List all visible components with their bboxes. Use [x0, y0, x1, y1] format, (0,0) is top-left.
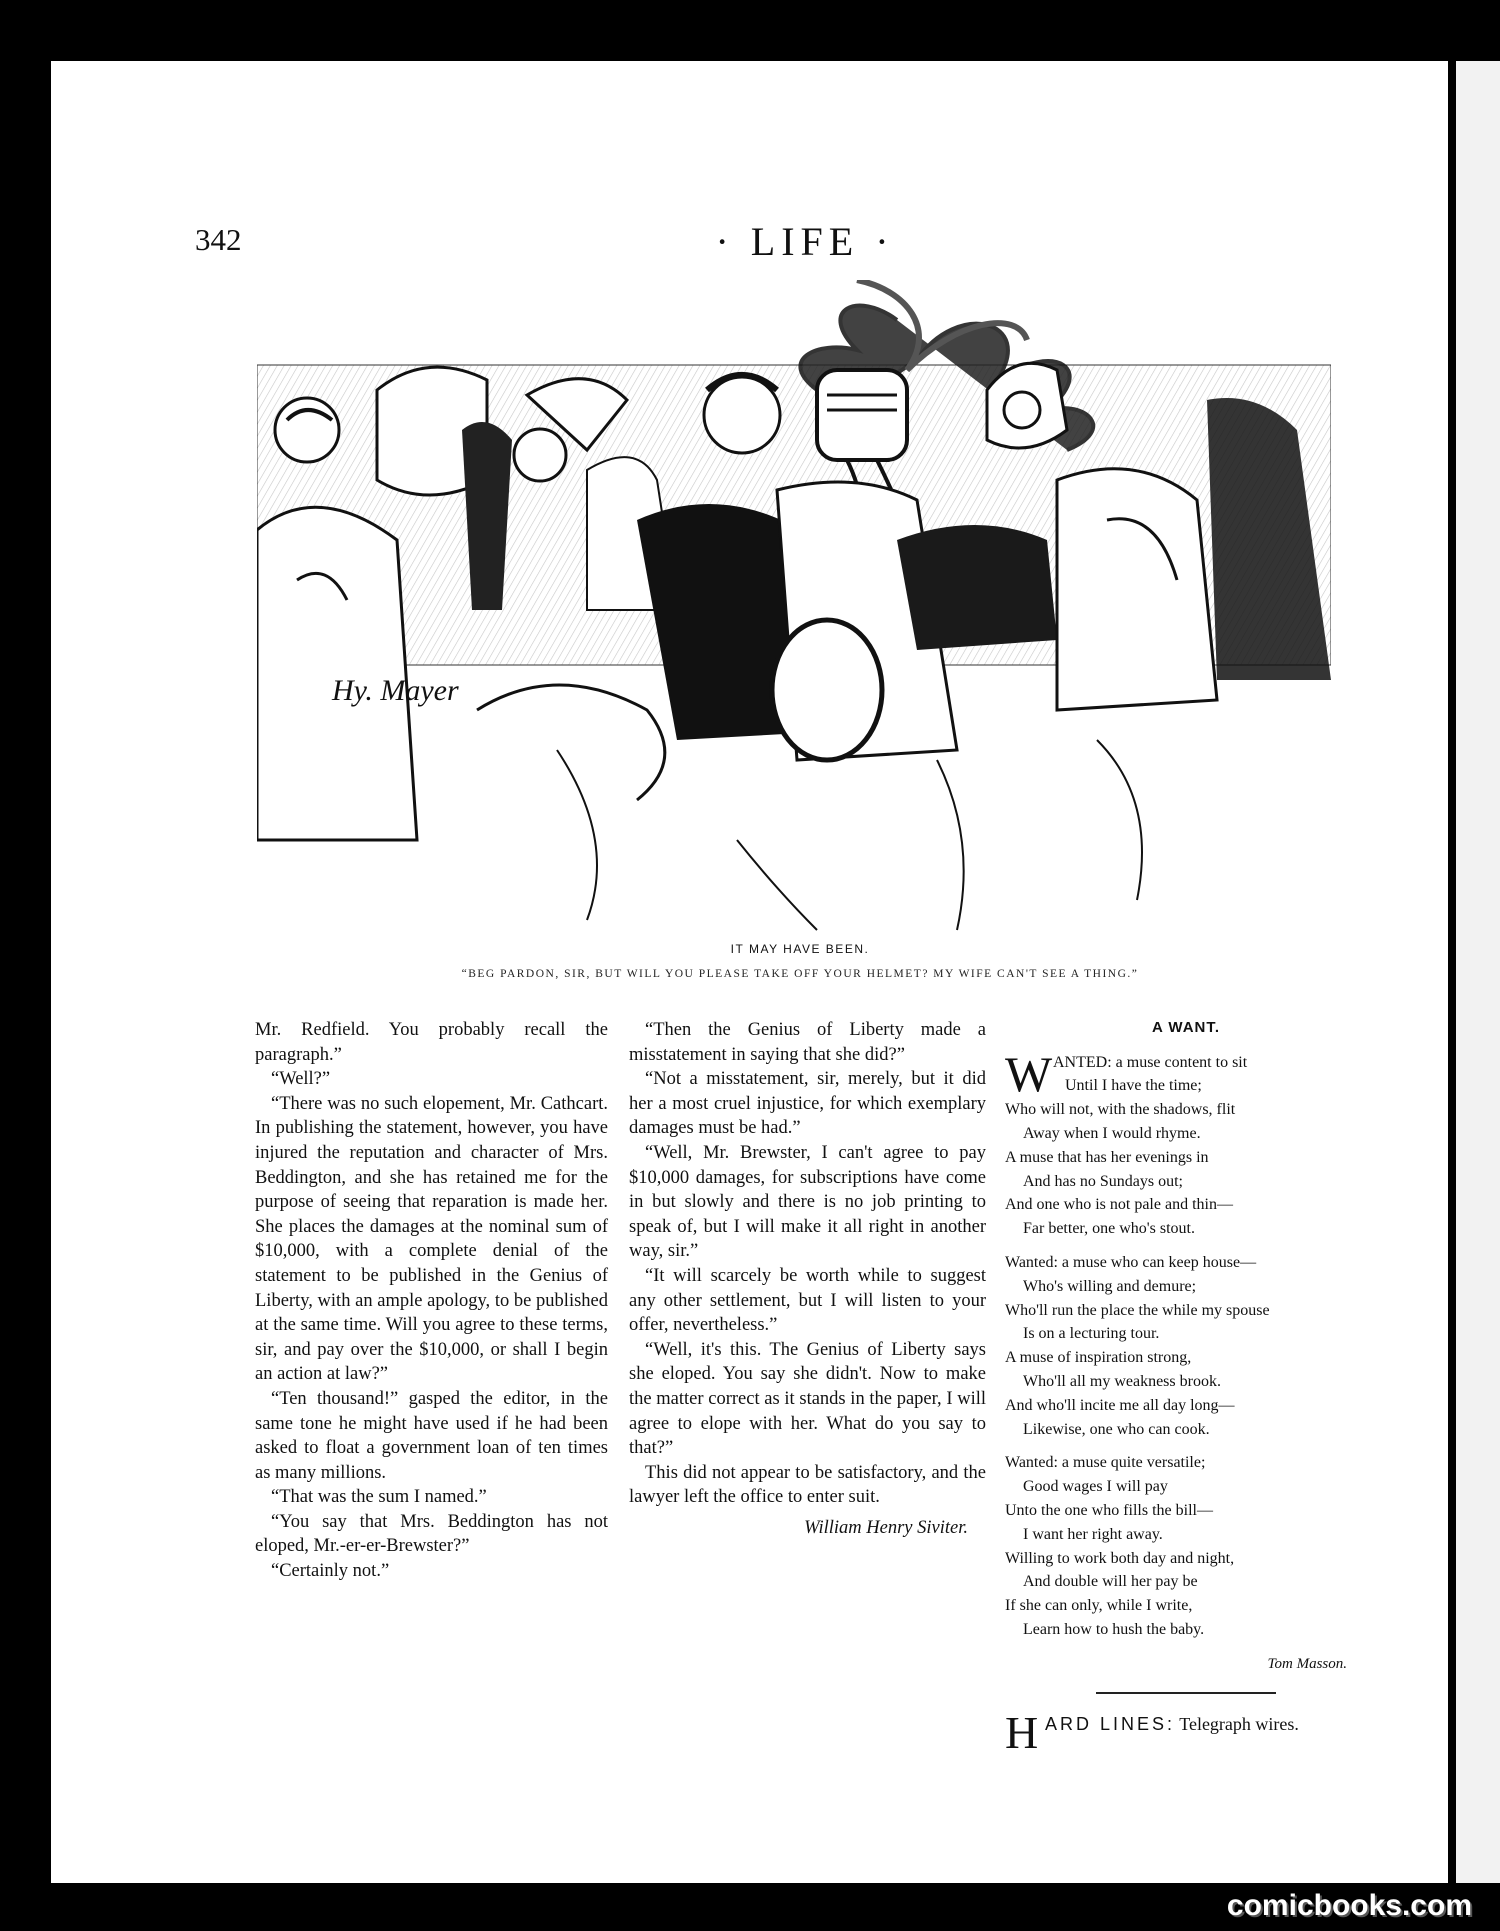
poem-line: Likewise, one who can cook.: [1023, 1420, 1210, 1438]
story-paragraph: “You say that Mrs. Beddington has not eloped, Mr.-er-er-Brewster?”: [255, 1511, 608, 1557]
poem-line: And one who is not pale and thin—: [1005, 1196, 1233, 1214]
poem-line: Wanted: a muse quite versatile;: [1005, 1454, 1206, 1472]
poem-line: A muse that has her evenings in: [1005, 1148, 1209, 1166]
story-paragraph: “Well, Mr. Brewster, I can't agree to pay $10,000 damages, for subscriptions have come in but slowly and there is no job printing to speak of, but I will make it all right in another way, sir.”: [629, 1142, 986, 1262]
cartoon-illustration: [257, 280, 1331, 935]
story-column-2: [629, 1018, 986, 1540]
page-number: 342: [195, 222, 242, 257]
drop-cap: W: [1005, 1045, 1053, 1102]
poem-line: Far better, one who's stout.: [1023, 1220, 1195, 1238]
poem-column: [1005, 1018, 1367, 1759]
caption-title: IT MAY HAVE BEEN.: [730, 942, 870, 956]
artist-signature: Hy. Mayer: [332, 674, 459, 707]
poem-line: Wanted: a muse who can keep house—: [1005, 1253, 1257, 1271]
watermark: comicbooks.com: [1226, 1889, 1472, 1922]
story-paragraph: “Not a misstatement, sir, merely, but it did her a most cruel injustice, for which exemplary damages must be had.”: [629, 1069, 986, 1139]
poem-stanza-2: [1005, 1251, 1367, 1441]
poem-line: A muse of inspiration strong,: [1005, 1349, 1192, 1367]
story-paragraph: “Well, it's this. The Genius of Liberty says she eloped. You say she didn't. Now to make the matter correct as it stands in the paper, I will agree to elope with her. What do you say to that?”: [629, 1339, 986, 1459]
poem-title: A WANT.: [1151, 1019, 1221, 1036]
poem-line: If she can only, while I write,: [1005, 1597, 1193, 1615]
poem-line: Until I have the time;: [1065, 1077, 1202, 1095]
story-paragraph: “That was the sum I named.”: [271, 1487, 487, 1508]
poem-line: Willing to work both day and night,: [1005, 1549, 1235, 1567]
story-paragraph: Mr. Redfield. You probably recall the paragraph.”: [255, 1020, 608, 1065]
poem-line: Who's willing and demure;: [1023, 1277, 1197, 1295]
story-column-1: [255, 1018, 608, 1584]
poem-stanza-3: [1005, 1451, 1367, 1641]
section-divider: [1096, 1692, 1276, 1694]
poem-line: Good wages I will pay: [1023, 1478, 1168, 1496]
story-paragraph: “Certainly not.”: [271, 1561, 390, 1582]
story-paragraph: This did not appear to be satisfactory, and the lawyer left the office to enter suit.: [629, 1462, 986, 1508]
story-paragraph: “It will scarcely be worth while to suggest any other settlement, but I will listen to your offer, nevertheless.”: [629, 1265, 986, 1336]
poem-line: I want her right away.: [1023, 1525, 1163, 1543]
drop-cap: H: [1005, 1707, 1039, 1759]
story-paragraph: “There was no such elopement, Mr. Cathcart. In publishing the statement, however, you have injured the reputation and character of Mrs. Beddington, and she has retained me for the purpose of seeing that reparation is made her. She places the damages at the nominal sum of $10,000, with a complete denial of the statement to be published in the Genius of Liberty, with an ample apology, to be published at the same time. Will you agree to these terms, sir, and pay over the $10,000, or shall I begin an action at law?”: [255, 1093, 608, 1385]
poem-line: Who will not, with the shadows, flit: [1005, 1101, 1236, 1119]
poem-line: ANTED: a muse content to sit: [1053, 1053, 1248, 1071]
poem-line: Away when I would rhyme.: [1023, 1124, 1201, 1142]
story-paragraph: “Well?”: [271, 1069, 331, 1090]
hard-lines-text: Telegraph wires.: [1179, 1714, 1299, 1735]
facing-page-edge: [1456, 61, 1500, 1883]
poem-line: Is on a lecturing tour.: [1023, 1325, 1160, 1343]
poem-line: And who'll incite me all day long—: [1005, 1396, 1235, 1414]
caption-quote: “BEG PARDON, SIR, BUT WILL YOU PLEASE TAKE OFF YOUR HELMET? MY WIFE CAN'T SEE A THING.”: [461, 968, 1139, 980]
hard-lines-lead: ARD LINES:: [1045, 1714, 1176, 1735]
poem-line: Who'll all my weakness brook.: [1023, 1372, 1221, 1390]
story-paragraph: “Then the Genius of Liberty made a misstatement in saying that she did?”: [629, 1020, 986, 1065]
story-author: William Henry Siviter.: [804, 1517, 968, 1538]
poem-author: Tom Masson.: [1267, 1655, 1347, 1672]
story-paragraph: “Ten thousand!” gasped the editor, in the same tone he might have used if he had been asked to float a government loan of ten times as many millions.: [255, 1388, 608, 1483]
masthead: · LIFE ·: [715, 219, 895, 264]
poem-line: And has no Sundays out;: [1023, 1172, 1183, 1190]
poem-stanza-1: [1005, 1045, 1367, 1241]
poem-line: Learn how to hush the baby.: [1023, 1620, 1205, 1638]
poem-line: Who'll run the place the while my spouse: [1005, 1301, 1270, 1319]
hard-lines-item: [1005, 1707, 1367, 1759]
poem-line: Unto the one who fills the bill—: [1005, 1501, 1213, 1519]
poem-line: And double will her pay be: [1023, 1573, 1198, 1591]
